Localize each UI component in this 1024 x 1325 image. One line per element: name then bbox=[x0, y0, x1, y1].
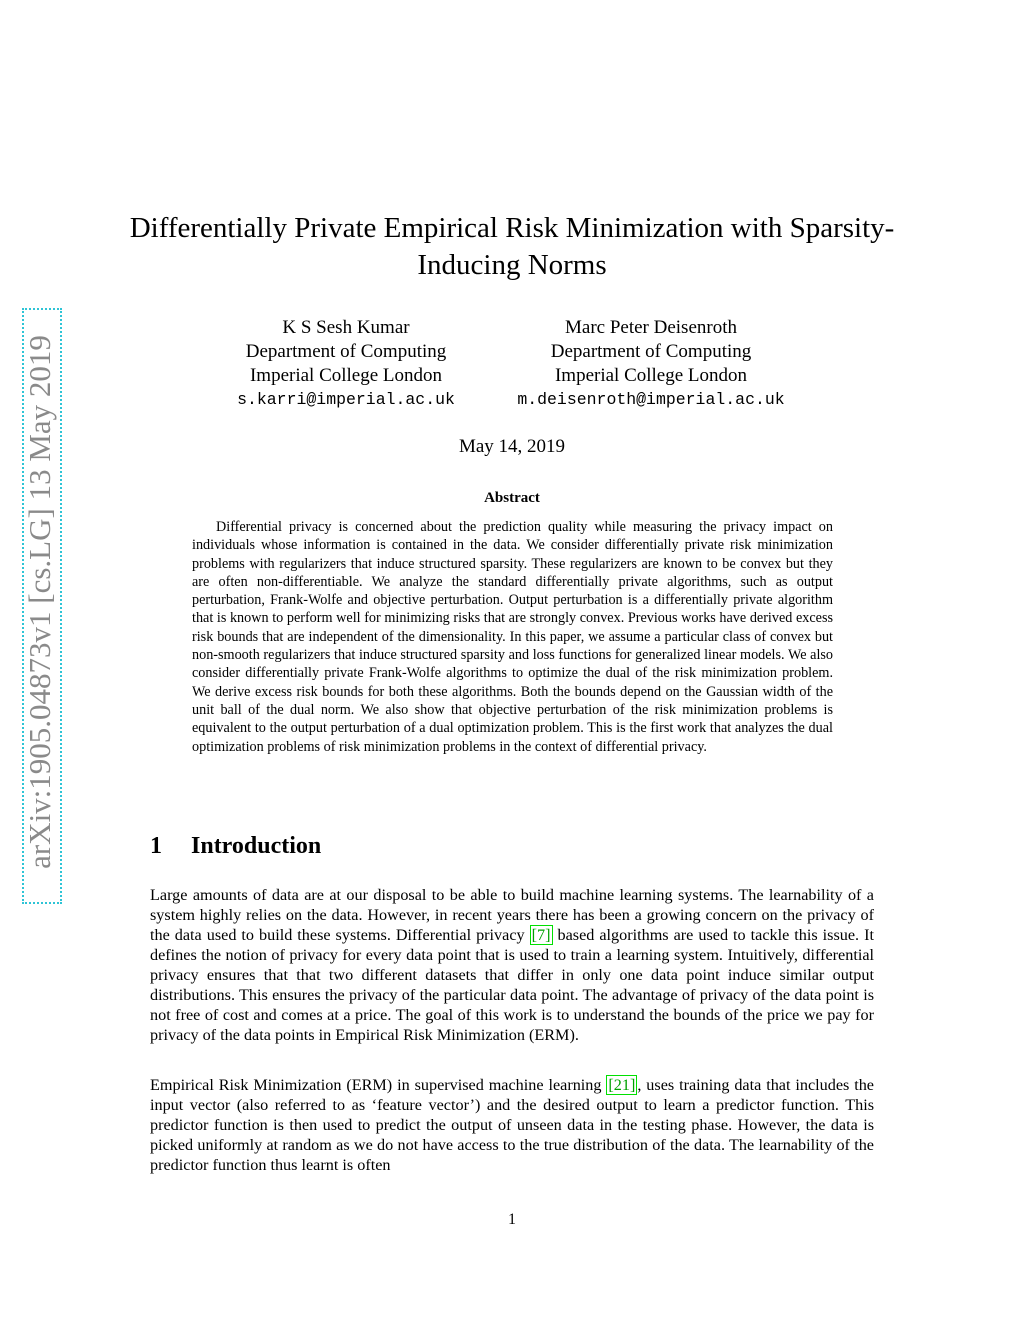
author-institution: Imperial College London bbox=[249, 365, 443, 386]
author-name: K S Sesh Kumar bbox=[282, 317, 410, 338]
author-block-2 bbox=[500, 316, 802, 412]
paragraph-text: , uses training data that includes the input vector (also referred to as ‘feature vector’) and the desired output to learn a predictor function. This predictor function is then used to predict the output of unseen data in the testing phase. However, the data is picked uniformly at random as we do not have access to the true distribution of the data. The learnability of the predictor function thus learnt is often bbox=[150, 1076, 874, 1174]
abstract-heading: Abstract bbox=[484, 490, 540, 506]
author-department: Department of Computing bbox=[245, 341, 447, 362]
author-block-1 bbox=[206, 316, 486, 412]
paragraph-text: based algorithms are used to tackle this issue. It defines the notion of privacy for every data point that is used to train a learning system. Intuitively, differential privacy ensures that that two different datasets that differ in only one data point induce similar output distributions. This ensures the privacy of the particular data point. The advantage of privacy of the data point is not free of cost and comes at a price. The goal of this work is to understand the bounds of the price we pay for privacy of the data points in Empirical Risk Minimization (ERM). bbox=[150, 926, 874, 1044]
author-email: s.karri@imperial.ac.uk bbox=[237, 390, 455, 409]
citation-link[interactable]: [7] bbox=[531, 926, 551, 944]
section-number: 1 bbox=[150, 833, 162, 859]
intro-paragraph-2 bbox=[150, 1075, 874, 1175]
paper-title: Differentially Private Empirical Risk Minimization with Sparsity-Inducing Norms bbox=[129, 212, 895, 281]
publication-date: May 14, 2019 bbox=[458, 436, 566, 457]
section-heading bbox=[150, 830, 321, 862]
section-title: Introduction bbox=[191, 833, 322, 859]
paragraph-text: Large amounts of data are at our disposal to be able to build machine learning systems. The learnability of a system highly relies on the data. However, in recent years there has been a growing concern on the privacy of the data used to build these systems. Differential privacy bbox=[150, 886, 874, 944]
abstract-text: Differential privacy is concerned about the prediction quality while measuring the privacy impact on individuals whose information is contained in the data. We consider differentially private risk minimization problems with regularizers that induce structured sparsity. These regularizers are known to be convex but they are often non-differentiable. We analyze the standard differentially private algorithms, such as output perturbation, Frank-Wolfe and objective perturbation. Output perturbation is a differentially private algorithm that is known to perform well for minimizing risks that are strongly convex. Previous works have derived excess risk bounds that are independent of the dimensionality. In this paper, we assume a particular class of convex but non-smooth regularizers that induce structured sparsity and loss functions for generalized linear models. We also consider differentially private Frank-Wolfe algorithms to optimize the dual of the risk minimization problem. We derive excess risk bounds for both these algorithms. Both the bounds depend on the Gaussian width of the unit ball of the dual norm. We also show that objective perturbation of the risk minimization problems is equivalent to the output perturbation of a dual optimization problem. This is the first work that analyzes the dual optimization problems of risk minimization problems in the context of differential privacy. bbox=[192, 519, 833, 755]
author-institution: Imperial College London bbox=[554, 365, 748, 386]
author-name: Marc Peter Deisenroth bbox=[565, 317, 737, 338]
intro-paragraph-1 bbox=[150, 885, 874, 1045]
paragraph-text: Empirical Risk Minimization (ERM) in supervised machine learning bbox=[150, 1076, 607, 1094]
author-email: m.deisenroth@imperial.ac.uk bbox=[517, 390, 785, 409]
author-department: Department of Computing bbox=[550, 341, 752, 362]
page-number: 1 bbox=[508, 1211, 516, 1228]
citation-link[interactable]: [21] bbox=[608, 1076, 636, 1094]
arxiv-identifier: arXiv:1905.04873v1 [cs.LG] 13 May 2019 bbox=[22, 335, 57, 869]
